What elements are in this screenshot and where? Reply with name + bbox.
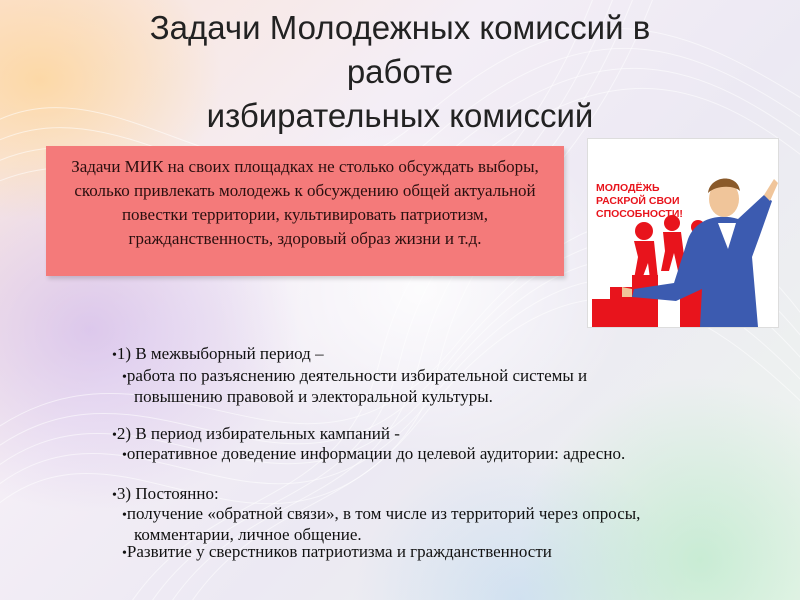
tasks-summary-box: Задачи МИК на своих площадках не столько обсуждать выборы, сколько привлекать молодежь к обсуждению общей актуальной повестки территории, культивировать патриотизм, гражданственность, здоровый образ жизни и т.д. xyxy=(46,146,564,276)
item-heading: 1) В межвыборный период – xyxy=(116,344,324,363)
subitem-text: комментарии, личное общение. xyxy=(134,525,362,544)
list-item xyxy=(112,344,324,364)
poster-caption-line-1: МОЛОДЁЖЬ xyxy=(596,182,660,194)
slide-title xyxy=(60,6,740,138)
bullet-dot-icon: • xyxy=(122,508,127,523)
item-heading: 3) Постоянно: xyxy=(116,484,219,503)
bullet-dot-icon: • xyxy=(112,428,117,443)
item-heading: 2) В период избирательных кампаний - xyxy=(116,424,400,443)
poster-caption-line-2: РАСКРОЙ СВОИ xyxy=(596,195,680,207)
poster-caption-line-3: СПОСОБНОСТИ! xyxy=(596,208,683,220)
bullet-dot-icon: • xyxy=(122,448,127,463)
list-subitem xyxy=(122,366,587,406)
subitem-text: получение «обратной связи», в том числе из территорий через опросы, xyxy=(126,504,641,523)
subitem-text: оперативное доведение информации до целевой аудитории: адресно. xyxy=(126,444,626,463)
bullet-dot-icon: • xyxy=(122,370,127,385)
title-line-2: работе xyxy=(346,53,454,90)
title-line-3: избирательных комиссий xyxy=(206,97,594,134)
subitem-text: повышению правовой и электоральной культуры. xyxy=(134,387,493,406)
subitem-text: работа по разъяснению деятельности избирательной системы и xyxy=(126,366,588,385)
list-subitem xyxy=(122,504,640,544)
list-subitem xyxy=(122,444,625,465)
bullet-dot-icon: • xyxy=(112,488,117,503)
list-item xyxy=(112,484,219,504)
poster-worker-illustration xyxy=(587,138,779,328)
list-item xyxy=(112,424,400,444)
subitem-text: Развитие у сверстников патриотизма и гражданственности xyxy=(126,542,552,561)
title-line-1: Задачи Молодежных комиссий в xyxy=(149,9,651,46)
bullet-dot-icon: • xyxy=(122,546,127,561)
bullet-dot-icon: • xyxy=(112,348,117,363)
list-subitem xyxy=(122,542,552,563)
